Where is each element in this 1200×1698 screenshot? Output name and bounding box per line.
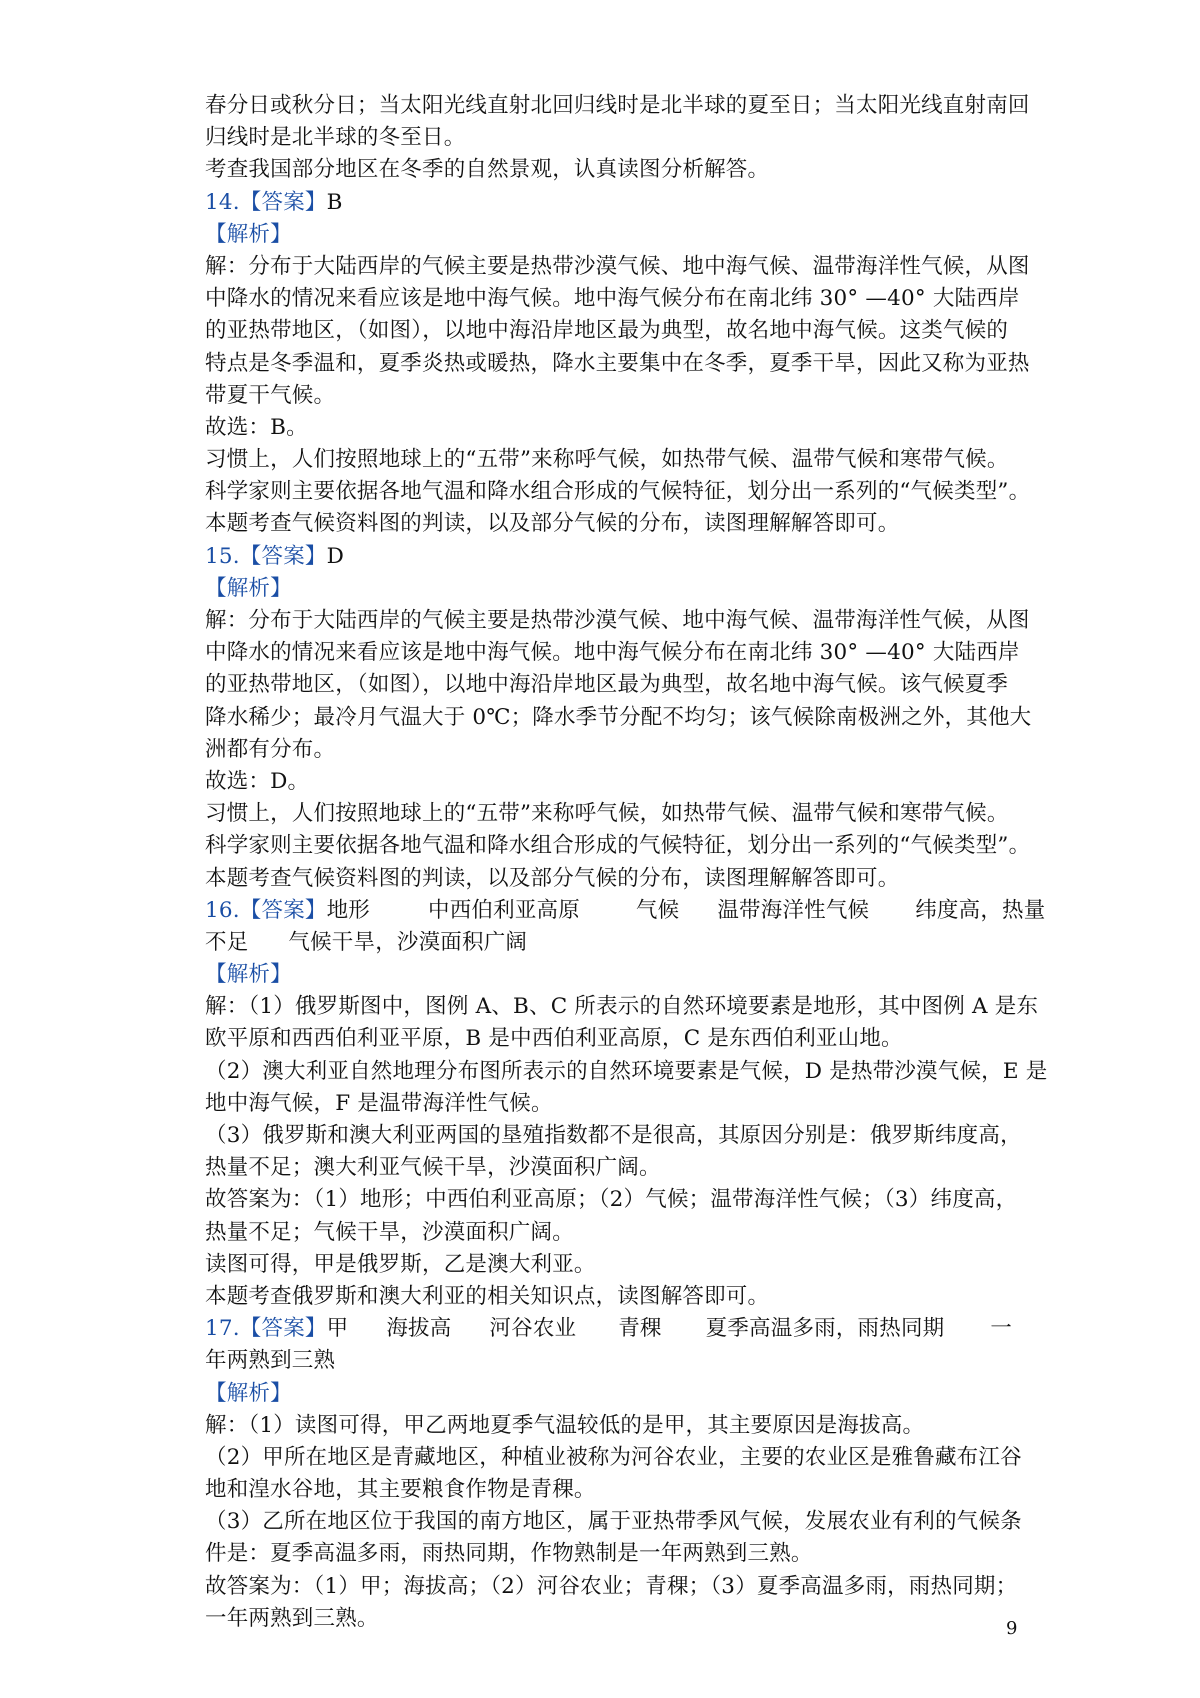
answer-label: 【答案】 — [239, 897, 327, 923]
text-line: 带夏干气候。 — [205, 382, 336, 408]
text-line: 归线时是北半球的冬至日。 — [205, 125, 466, 151]
answer-part: 不足 — [205, 929, 249, 955]
answer-line-q15 — [205, 541, 1005, 573]
answer-part: 地形 — [326, 897, 371, 923]
question-number: 17. — [205, 1316, 240, 1342]
answer-part: 甲 — [326, 1316, 349, 1342]
text-line: 的亚热带地区，（如图），以地中海沿岸地区最为典型，故名地中海气候。该气候夏季 — [205, 672, 1009, 698]
text-line: 一年两熟到三熟。 — [205, 1605, 379, 1631]
text-line: 本题考查气候资料图的判读，以及部分气候的分布，读图理解解答即可。 — [205, 511, 900, 537]
text-line: 故答案为：（1）甲；海拔高；（2）河谷农业；青稞；（3）夏季高温多雨，雨热同期； — [205, 1573, 1018, 1599]
text-line: （3）乙所在地区位于我国的南方地区，属于亚热带季风气候，发展农业有利的气候条 — [205, 1509, 1022, 1535]
text-line: 故答案为：（1）地形；中西伯利亚高原；（2）气候；温带海洋性气候；（3）纬度高， — [205, 1187, 1018, 1213]
question-number: 14. — [205, 189, 240, 215]
question-number: 15. — [205, 543, 240, 569]
text-line: 科学家则主要依据各地气温和降水组合形成的气候特征，划分出一系列的“气候类型”。 — [205, 479, 1031, 505]
text-line: （2）甲所在地区是青藏地区，种植业被称为河谷农业，主要的农业区是雅鲁藏布江谷 — [205, 1444, 1022, 1470]
answer-text: D — [326, 543, 345, 569]
text-line: 热量不足；气候干旱，沙漠面积广阔。 — [205, 1219, 574, 1245]
answer-part: 气候 — [635, 897, 680, 923]
text-line: 故选：B。 — [205, 414, 308, 440]
text-line: 本题考查气候资料图的判读，以及部分气候的分布，读图理解解答即可。 — [205, 865, 900, 891]
text-line: 地中海气候，F 是温带海洋性气候。 — [205, 1090, 553, 1116]
text-line: 件是：夏季高温多雨，雨热同期，作物熟制是一年两熟到三熟。 — [205, 1541, 813, 1567]
text-line: 年两熟到三熟 — [205, 1348, 336, 1374]
answer-label: 【答案】 — [239, 1316, 327, 1342]
text-line: 习惯上，人们按照地球上的“五带”来称呼气候，如热带气候、温带气候和寒带气候。 — [205, 447, 1009, 473]
text-line: 解：（1）俄罗斯图中，图例 A、B、C 所表示的自然环境要素是地形，其中图例 A 是东 — [205, 994, 1039, 1020]
answer-part: 夏季高温多雨，雨热同期 — [705, 1316, 945, 1342]
text-line: 地和湟水谷地，其主要粮食作物是青稞。 — [205, 1477, 596, 1503]
text-line: 降水稀少；最冷月气温大于 0℃；降水季节分配不均匀；该气候除南极洲之外，其他大 — [205, 704, 1032, 730]
analysis-label: 【解析】 — [205, 962, 292, 988]
answer-label: 【答案】 — [239, 543, 327, 569]
text-line: 科学家则主要依据各地气温和降水组合形成的气候特征，划分出一系列的“气候类型”。 — [205, 833, 1031, 859]
text-line: 考查我国部分地区在冬季的自然景观，认真读图分析解答。 — [205, 157, 770, 183]
text-line: （3）俄罗斯和澳大利亚两国的垦殖指数都不是很高，其原因分别是：俄罗斯纬度高， — [205, 1123, 1022, 1148]
text-line: 故选：D。 — [205, 768, 310, 794]
answer-line-q16-cont — [205, 927, 1005, 959]
text-line: 读图可得，甲是俄罗斯，乙是澳大利亚。 — [205, 1251, 596, 1277]
text-line: 热量不足；澳大利亚气候干旱，沙漠面积广阔。 — [205, 1155, 661, 1181]
page-number: 9 — [1006, 1618, 1018, 1639]
text-line: 中降水的情况来看应该是地中海气候。地中海气候分布在南北纬 30° —40° 大陆西岸 — [205, 286, 1020, 312]
answer-part: 温带海洋性气候 — [717, 897, 870, 923]
answer-part: 纬度高，热量 — [915, 897, 1046, 923]
answer-part: 青稞 — [618, 1316, 662, 1342]
text-line: 春分日或秋分日；当太阳光线直射北回归线时是北半球的夏至日；当太阳光线直射南回 — [205, 93, 1030, 118]
answer-part: 中西伯利亚高原 — [428, 897, 580, 923]
answer-part: 一 — [990, 1316, 1013, 1342]
question-number: 16. — [205, 897, 240, 923]
answer-part: 海拔高 — [386, 1316, 452, 1342]
text-line: 解：分布于大陆西岸的气候主要是热带沙漠气候、地中海气候、温带海洋性气候，从图 — [205, 608, 1030, 633]
answer-label: 【答案】 — [239, 189, 327, 215]
analysis-label: 【解析】 — [205, 575, 292, 601]
answer-part: 河谷农业 — [489, 1316, 577, 1342]
text-line: 特点是冬季温和，夏季炎热或暖热，降水主要集中在冬季，夏季干旱，因此又称为亚热 — [205, 350, 1030, 376]
text-line: 中降水的情况来看应该是地中海气候。地中海气候分布在南北纬 30° —40° 大陆西岸 — [205, 640, 1020, 666]
text-line: 欧平原和西西伯利亚平原，B 是中西伯利亚高原，C 是东西伯利亚山地。 — [205, 1026, 903, 1052]
text-line: 本题考查俄罗斯和澳大利亚的相关知识点，读图解答即可。 — [205, 1283, 770, 1309]
answer-line-q17 — [205, 1313, 1013, 1345]
document-body — [205, 90, 1048, 1635]
text-line: 习惯上，人们按照地球上的“五带”来称呼气候，如热带气候、温带气候和寒带气候。 — [205, 801, 1009, 827]
analysis-label: 【解析】 — [205, 1380, 292, 1406]
text-line: （2）澳大利亚自然地理分布图所表示的自然环境要素是气候，D 是热带沙漠气候，E 是 — [205, 1058, 1048, 1084]
text-line: 的亚热带地区，（如图），以地中海沿岸地区最为典型，故名地中海气候。这类气候的 — [205, 318, 1009, 344]
answer-line-q16 — [205, 895, 1046, 927]
answer-line-q14 — [205, 187, 1005, 219]
analysis-label: 【解析】 — [205, 221, 292, 247]
answer-text: B — [326, 189, 343, 215]
text-line: 洲都有分布。 — [205, 736, 336, 762]
text-line: 解：（1）读图可得，甲乙两地夏季气温较低的是甲，其主要原因是海拔高。 — [205, 1412, 925, 1438]
text-line: 解：分布于大陆西岸的气候主要是热带沙漠气候、地中海气候、温带海洋性气候，从图 — [205, 253, 1030, 279]
answer-part: 气候干旱，沙漠面积广阔 — [288, 929, 528, 955]
